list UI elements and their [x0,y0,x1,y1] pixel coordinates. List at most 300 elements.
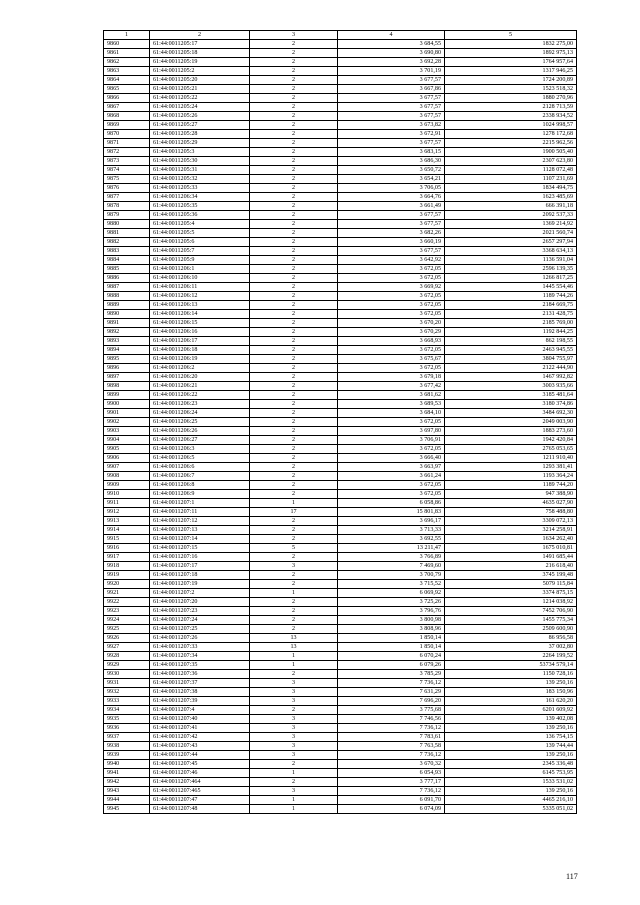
table-row [104,319,577,328]
table-cell-col-5: 2021 560,74 [445,229,577,238]
table-row [104,94,577,103]
table-cell-col-5: 4635 027,90 [445,499,577,508]
table-cell-col-5: 2765 053,65 [445,445,577,454]
table-cell-col-3: 3 [250,715,338,724]
table-cell-col-2: 61:44:0011207:42 [150,733,250,742]
table-row [104,526,577,535]
table-cell-col-2: 61:44:0011207:43 [150,742,250,751]
table-row [104,148,577,157]
table-cell-col-2: 61:44:0011207:465 [150,787,250,796]
table-cell-col-4: 3 706,91 [338,436,445,445]
table-cell-col-2: 61:44:0011205:6 [150,238,250,247]
table-cell-col-2: 61:44:0011205:4 [150,220,250,229]
table-cell-col-2: 61:44:0011206:34 [150,193,250,202]
table-cell-col-2: 61:44:0011206:16 [150,328,250,337]
table-cell-col-1: 9927 [104,643,150,652]
table-cell-col-5: 3309 072,13 [445,517,577,526]
table-cell-col-2: 61:44:0011205:35 [150,202,250,211]
table-cell-col-5: 1491 685,44 [445,553,577,562]
table-cell-col-3: 2 [250,139,338,148]
table-cell-col-3: 2 [250,553,338,562]
table-row [104,571,577,580]
table-row [104,67,577,76]
table-cell-col-3: 3 [250,562,338,571]
table-cell-col-3: 2 [250,238,338,247]
table-cell-col-1: 9913 [104,517,150,526]
table-cell-col-4: 7 736,12 [338,679,445,688]
table-cell-col-1: 9863 [104,67,150,76]
table-row [104,400,577,409]
table-cell-col-1: 9928 [104,652,150,661]
table-cell-col-1: 9878 [104,202,150,211]
table-cell-col-4: 6 058,86 [338,499,445,508]
table-row [104,598,577,607]
table-cell-col-2: 61:44:0011207:40 [150,715,250,724]
table-cell-col-3: 2 [250,607,338,616]
table-cell-col-1: 9918 [104,562,150,571]
table-cell-col-4: 3 661,49 [338,202,445,211]
table-cell-col-1: 9945 [104,805,150,814]
table-cell-col-3: 2 [250,355,338,364]
table-cell-col-3: 2 [250,472,338,481]
table-cell-col-2: 61:44:0011206:22 [150,391,250,400]
table-cell-col-2: 61:44:0011207:24 [150,616,250,625]
table-row [104,355,577,364]
table-cell-col-5: 1192 844,25 [445,328,577,337]
table-cell-col-5: 1880 270,96 [445,94,577,103]
table-cell-col-1: 9930 [104,670,150,679]
table-cell-col-4: 3 682,26 [338,229,445,238]
table-cell-col-2: 61:44:0011205:28 [150,130,250,139]
table-cell-col-5: 2184 669,75 [445,301,577,310]
table-cell-col-1: 9896 [104,364,150,373]
table-cell-col-2: 61:44:0011206:24 [150,409,250,418]
table-cell-col-3: 3 [250,679,338,688]
table-cell-col-3: 3 [250,787,338,796]
table-cell-col-3: 2 [250,301,338,310]
table-cell-col-5: 1293 381,41 [445,463,577,472]
table-cell-col-5: 1107 231,69 [445,175,577,184]
table-cell-col-4: 7 763,58 [338,742,445,751]
table-cell-col-4: 7 736,12 [338,724,445,733]
table-cell-col-2: 61:44:0011205:17 [150,40,250,49]
table-cell-col-4: 6 069,92 [338,589,445,598]
table-cell-col-2: 61:44:0011205:20 [150,76,250,85]
table-row [104,661,577,670]
table-cell-col-4: 3 785,29 [338,670,445,679]
table-cell-col-3: 1 [250,769,338,778]
table-cell-col-3: 2 [250,292,338,301]
table-cell-col-4: 3 683,15 [338,148,445,157]
table-cell-col-5: 3374 875,15 [445,589,577,598]
table-cell-col-1: 9886 [104,274,150,283]
table-row [104,292,577,301]
table-row [104,130,577,139]
table-cell-col-2: 61:44:0011205:22 [150,94,250,103]
table-cell-col-2: 61:44:0011205:19 [150,58,250,67]
table-row [104,616,577,625]
table-cell-col-4: 3 661,24 [338,472,445,481]
table-cell-col-1: 9864 [104,76,150,85]
table-cell-col-5: 2307 623,80 [445,157,577,166]
table-row [104,301,577,310]
table-row [104,256,577,265]
table-row [104,706,577,715]
table-cell-col-4: 3 679,18 [338,373,445,382]
table-cell-col-2: 61:44:0011206:13 [150,301,250,310]
table-cell-col-4: 3 800,98 [338,616,445,625]
table-cell-col-5: 161 620,20 [445,697,577,706]
table-cell-col-3: 2 [250,373,338,382]
table-row [104,391,577,400]
table-row [104,679,577,688]
table-cell-col-5: 1189 744,20 [445,481,577,490]
data-sheet [103,30,576,814]
table-cell-col-1: 9915 [104,535,150,544]
parcel-table [103,30,577,814]
table-row [104,742,577,751]
table-cell-col-2: 61:44:0011205:24 [150,103,250,112]
table-cell-col-5: 2264 199,52 [445,652,577,661]
table-cell-col-3: 2 [250,328,338,337]
table-cell-col-2: 61:44:0011205:18 [150,49,250,58]
table-cell-col-3: 2 [250,166,338,175]
table-cell-col-5: 5335 051,02 [445,805,577,814]
table-cell-col-1: 9895 [104,355,150,364]
table-cell-col-5: 37 002,80 [445,643,577,652]
table-row [104,589,577,598]
table-cell-col-3: 2 [250,454,338,463]
table-row [104,454,577,463]
table-cell-col-3: 2 [250,778,338,787]
table-cell-col-3: 3 [250,724,338,733]
table-cell-col-4: 3 766,89 [338,553,445,562]
table-cell-col-2: 61:44:0011206:3 [150,445,250,454]
table-cell-col-5: 1455 775,34 [445,616,577,625]
table-cell-col-1: 9885 [104,265,150,274]
table-cell-col-5: 1266 817,25 [445,274,577,283]
table-row [104,238,577,247]
table-cell-col-3: 2 [250,580,338,589]
table-cell-col-2: 61:44:0011205:36 [150,211,250,220]
table-row [104,652,577,661]
table-row [104,517,577,526]
table-row [104,139,577,148]
table-cell-col-2: 61:44:0011207:19 [150,580,250,589]
table-row [104,688,577,697]
table-cell-col-2: 61:44:0011206:9 [150,490,250,499]
table-cell-col-1: 9931 [104,679,150,688]
table-cell-col-5: 1764 957,64 [445,58,577,67]
table-cell-col-3: 5 [250,544,338,553]
table-cell-col-4: 3 670,20 [338,319,445,328]
table-cell-col-3: 2 [250,265,338,274]
table-cell-col-3: 2 [250,382,338,391]
table-cell-col-2: 61:44:0011207:25 [150,625,250,634]
table-cell-col-5: 1834 494,75 [445,184,577,193]
table-cell-col-2: 61:44:0011206:26 [150,427,250,436]
table-row [104,553,577,562]
table-row [104,328,577,337]
table-cell-col-4: 3 690,80 [338,49,445,58]
table-cell-col-4: 3 675,67 [338,355,445,364]
table-cell-col-1: 9907 [104,463,150,472]
table-row [104,364,577,373]
table-cell-col-4: 3 666,40 [338,454,445,463]
table-cell-col-3: 2 [250,625,338,634]
table-cell-col-3: 2 [250,346,338,355]
table-row [104,796,577,805]
table-cell-col-5: 2509 600,90 [445,625,577,634]
table-cell-col-5: 3368 634,13 [445,247,577,256]
table-cell-col-4: 3 672,91 [338,130,445,139]
table-cell-col-4: 3 677,57 [338,94,445,103]
table-cell-col-4: 3 808,96 [338,625,445,634]
table-cell-col-1: 9877 [104,193,150,202]
table-cell-col-1: 9894 [104,346,150,355]
table-cell-col-4: 3 672,05 [338,364,445,373]
table-cell-col-4: 3 775,68 [338,706,445,715]
table-cell-col-2: 61:44:0011205:5 [150,229,250,238]
table-cell-col-1: 9879 [104,211,150,220]
table-row [104,373,577,382]
table-cell-col-1: 9906 [104,454,150,463]
table-cell-col-5: 139 250,16 [445,724,577,733]
table-cell-col-3: 2 [250,49,338,58]
table-cell-col-3: 13 [250,634,338,643]
table-cell-col-2: 61:44:0011206:25 [150,418,250,427]
table-cell-col-1: 9922 [104,598,150,607]
table-row [104,751,577,760]
table-cell-col-1: 9897 [104,373,150,382]
table-cell-col-1: 9880 [104,220,150,229]
table-cell-col-3: 2 [250,535,338,544]
table-cell-col-3: 17 [250,508,338,517]
table-cell-col-1: 9942 [104,778,150,787]
table-cell-col-2: 61:44:0011206:15 [150,319,250,328]
table-row [104,625,577,634]
table-cell-col-4: 1 850,14 [338,634,445,643]
table-cell-col-1: 9873 [104,157,150,166]
table-cell-col-3: 2 [250,517,338,526]
table-cell-col-4: 3 642,92 [338,256,445,265]
table-row [104,697,577,706]
table-cell-col-3: 2 [250,490,338,499]
table-cell-col-3: 1 [250,499,338,508]
table-cell-col-1: 9943 [104,787,150,796]
table-cell-col-3: 3 [250,742,338,751]
table-cell-col-5: 1724 200,89 [445,76,577,85]
table-cell-col-5: 139 402,08 [445,715,577,724]
table-cell-col-2: 61:44:0011205:3 [150,148,250,157]
table-cell-col-5: 1942 420,84 [445,436,577,445]
table-cell-col-1: 9937 [104,733,150,742]
table-cell-col-3: 2 [250,247,338,256]
table-cell-col-5: 1467 992,82 [445,373,577,382]
table-cell-col-5: 7452 706,90 [445,607,577,616]
table-cell-col-2: 61:44:0011207:33 [150,643,250,652]
table-row [104,202,577,211]
table-cell-col-4: 3 672,05 [338,490,445,499]
table-cell-col-4: 3 677,57 [338,139,445,148]
table-cell-col-1: 9933 [104,697,150,706]
table-cell-col-1: 9924 [104,616,150,625]
table-cell-col-4: 6 054,93 [338,769,445,778]
table-cell-col-5: 2128 713,59 [445,103,577,112]
table-cell-col-1: 9860 [104,40,150,49]
table-cell-col-2: 61:44:0011207:47 [150,796,250,805]
table-row [104,409,577,418]
table-row [104,463,577,472]
table-cell-col-1: 9891 [104,319,150,328]
table-cell-col-3: 2 [250,310,338,319]
table-cell-col-2: 61:44:0011207:1 [150,499,250,508]
table-cell-col-4: 3 672,05 [338,265,445,274]
table-row [104,634,577,643]
table-cell-col-1: 9912 [104,508,150,517]
table-cell-col-4: 7 736,12 [338,787,445,796]
table-cell-col-2: 61:44:0011207:17 [150,562,250,571]
table-row [104,112,577,121]
table-cell-col-5: 139 250,16 [445,679,577,688]
table-cell-col-2: 61:44:0011205:21 [150,85,250,94]
table-row [104,193,577,202]
column-header-5: 5 [445,31,577,40]
table-row [104,283,577,292]
table-row [104,580,577,589]
table-cell-col-5: 2338 934,52 [445,112,577,121]
table-cell-col-1: 9916 [104,544,150,553]
table-cell-col-3: 2 [250,571,338,580]
table-cell-col-4: 7 469,60 [338,562,445,571]
table-cell-col-2: 61:44:0011207:20 [150,598,250,607]
table-cell-col-1: 9941 [104,769,150,778]
table-cell-col-1: 9874 [104,166,150,175]
table-cell-col-5: 2345 336,48 [445,760,577,769]
table-cell-col-4: 3 684,55 [338,40,445,49]
table-cell-col-2: 61:44:0011205:7 [150,247,250,256]
table-cell-col-3: 2 [250,463,338,472]
table-cell-col-1: 9875 [104,175,150,184]
table-cell-col-2: 61:44:0011206:11 [150,283,250,292]
table-row [104,211,577,220]
table-row [104,544,577,553]
table-cell-col-4: 3 672,05 [338,418,445,427]
table-cell-col-1: 9905 [104,445,150,454]
table-cell-col-5: 1024 998,57 [445,121,577,130]
table-cell-col-4: 3 672,05 [338,445,445,454]
column-header-4: 4 [338,31,445,40]
table-cell-col-4: 3 677,57 [338,247,445,256]
table-cell-col-2: 61:44:0011206:12 [150,292,250,301]
table-cell-col-2: 61:44:0011207:4 [150,706,250,715]
table-cell-col-1: 9883 [104,247,150,256]
table-cell-col-4: 3 696,17 [338,517,445,526]
table-row [104,121,577,130]
table-cell-col-1: 9866 [104,94,150,103]
table-cell-col-2: 61:44:0011205:29 [150,139,250,148]
table-cell-col-3: 2 [250,616,338,625]
table-row [104,778,577,787]
table-cell-col-4: 3 669,92 [338,283,445,292]
table-cell-col-1: 9903 [104,427,150,436]
table-cell-col-5: 758 488,80 [445,508,577,517]
table-cell-col-1: 9908 [104,472,150,481]
table-cell-col-3: 2 [250,229,338,238]
table-cell-col-4: 3 677,57 [338,103,445,112]
table-cell-col-3: 1 [250,652,338,661]
table-row [104,562,577,571]
table-cell-col-5: 1150 728,16 [445,670,577,679]
table-cell-col-3: 2 [250,337,338,346]
table-cell-col-3: 1 [250,796,338,805]
table-cell-col-1: 9881 [104,229,150,238]
table-cell-col-5: 4465 216,10 [445,796,577,805]
table-cell-col-4: 3 713,33 [338,526,445,535]
table-row [104,508,577,517]
table-cell-col-5: 216 618,40 [445,562,577,571]
table-cell-col-5: 1369 214,92 [445,220,577,229]
table-cell-col-5: 6145 753,95 [445,769,577,778]
table-cell-col-3: 2 [250,436,338,445]
table-cell-col-5: 2049 003,90 [445,418,577,427]
table-row [104,175,577,184]
table-cell-col-4: 3 677,57 [338,220,445,229]
table-row [104,247,577,256]
table-cell-col-1: 9940 [104,760,150,769]
table-cell-col-1: 9920 [104,580,150,589]
table-cell-col-1: 9939 [104,751,150,760]
table-cell-col-3: 3 [250,751,338,760]
table-cell-col-1: 9921 [104,589,150,598]
table-cell-col-4: 3 684,10 [338,409,445,418]
table-cell-col-5: 2131 428,75 [445,310,577,319]
table-cell-col-4: 3 700,79 [338,571,445,580]
table-row [104,310,577,319]
table-cell-col-3: 2 [250,409,338,418]
table-cell-col-2: 61:44:0011207:2 [150,589,250,598]
table-cell-col-3: 1 [250,805,338,814]
table-cell-col-2: 61:44:0011207:45 [150,760,250,769]
table-cell-col-3: 2 [250,175,338,184]
table-cell-col-4: 3 777,17 [338,778,445,787]
table-cell-col-1: 9900 [104,400,150,409]
table-cell-col-2: 61:44:0011206:27 [150,436,250,445]
table-cell-col-5: 947 388,90 [445,490,577,499]
table-cell-col-1: 9876 [104,184,150,193]
table-cell-col-1: 9862 [104,58,150,67]
table-cell-col-5: 2463 945,55 [445,346,577,355]
table-cell-col-3: 2 [250,202,338,211]
table-row [104,769,577,778]
table-row [104,445,577,454]
table-cell-col-1: 9887 [104,283,150,292]
table-cell-col-2: 61:44:0011206:19 [150,355,250,364]
table-cell-col-2: 61:44:0011207:15 [150,544,250,553]
table-row [104,436,577,445]
table-cell-col-1: 9867 [104,103,150,112]
table-cell-col-2: 61:44:0011207:14 [150,535,250,544]
table-cell-col-3: 2 [250,670,338,679]
table-row [104,418,577,427]
table-cell-col-4: 3 670,32 [338,760,445,769]
table-cell-col-5: 53734 579,14 [445,661,577,670]
table-row [104,787,577,796]
table-cell-col-3: 13 [250,643,338,652]
table-cell-col-4: 3 677,57 [338,211,445,220]
table-cell-col-3: 2 [250,526,338,535]
table-cell-col-5: 1634 262,40 [445,535,577,544]
